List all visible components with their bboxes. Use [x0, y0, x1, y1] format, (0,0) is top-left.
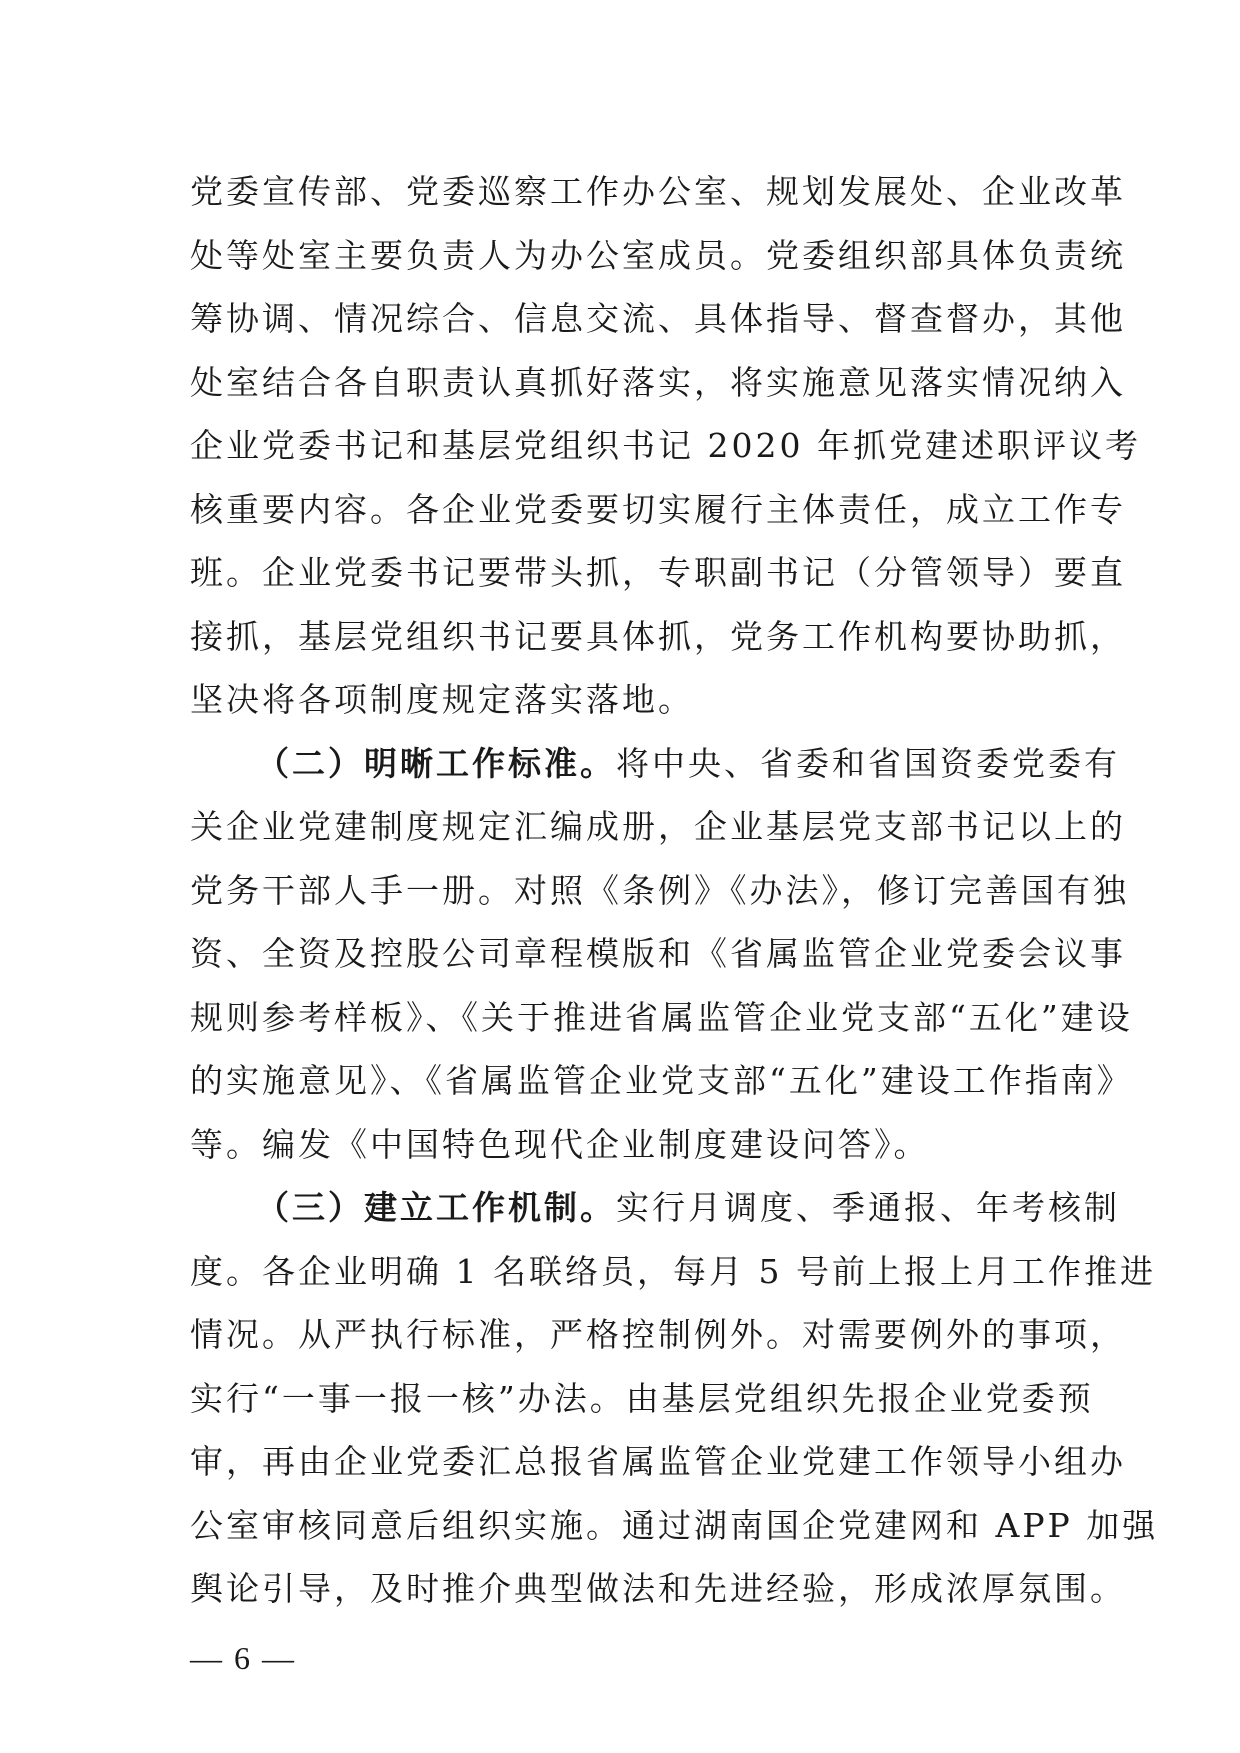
- text-line: 筹协调、情况综合、信息交流、具体指导、督查督办，其他: [190, 299, 1126, 338]
- text-line: 核重要内容。各企业党委要切实履行主体责任，成立工作专: [190, 489, 1126, 529]
- text-line: 资、全资及控股公司章程模版和《省属监管企业党委会议事: [190, 934, 1126, 973]
- text-line: 实行“一事一报一核”办法。由基层党组织先报企业党委预: [190, 1378, 1094, 1418]
- text-line: 度。各企业明确 1 名联络员，每月 5 号前上报上月工作推进: [190, 1251, 1156, 1291]
- text-line: 的实施意见》、《省属监管企业党支部“五化”建设工作指南》: [190, 1061, 1133, 1100]
- section-2-heading: （二）明晰工作标准。: [256, 743, 616, 783]
- section-2-first-line-text: 将中央、省委和省国资委党委有: [616, 743, 1120, 783]
- text-line: 党务干部人手一册。对照《条例》《办法》，修订完善国有独: [190, 870, 1129, 910]
- section-3-heading: （三）建立工作机制。: [256, 1188, 616, 1227]
- body-text: [190, 160, 1159, 1621]
- text-line: 接抓，基层党组织书记要具体抓，党务工作机构要协助抓，: [190, 616, 1126, 656]
- text-line: 处室结合各自职责认真抓好落实，将实施意见落实情况纳入: [190, 362, 1126, 402]
- text-line: 班。企业党委书记要带头抓，专职副书记（分管领导）要直: [190, 553, 1126, 592]
- text-line: 等。编发《中国特色现代企业制度建设问答》。: [190, 1124, 930, 1164]
- text-line: 审，再由企业党委汇总报省属监管企业党建工作领导小组办: [190, 1442, 1126, 1481]
- section-2-first-line: [190, 732, 1120, 796]
- text-line: 企业党委书记和基层党组织书记 2020 年抓党建述职评议考: [190, 426, 1141, 465]
- text-line: 情况。从严执行标准，严格控制例外。对需要例外的事项，: [190, 1315, 1126, 1354]
- text-line: 处等处室主要负责人为办公室成员。党委组织部具体负责统: [190, 235, 1126, 275]
- page-number: — 6 —: [190, 1640, 296, 1676]
- text-line: 党委宣传部、党委巡察工作办公室、规划发展处、企业改革: [190, 172, 1126, 211]
- text-line: 坚决将各项制度规定落实落地。: [190, 680, 694, 719]
- text-line: 舆论引导，及时推介典型做法和先进经验，形成浓厚氛围。: [190, 1569, 1126, 1608]
- text-line: 公室审核同意后组织实施。通过湖南国企党建网和 APP 加强: [190, 1505, 1159, 1545]
- section-3-first-line-text: 实行月调度、季通报、年考核制: [616, 1188, 1120, 1227]
- text-line: 关企业党建制度规定汇编成册，企业基层党支部书记以上的: [190, 807, 1126, 846]
- section-3-first-line: [190, 1176, 1120, 1240]
- text-line: 规则参考样板》、《关于推进省属监管企业党支部“五化”建设: [190, 997, 1133, 1037]
